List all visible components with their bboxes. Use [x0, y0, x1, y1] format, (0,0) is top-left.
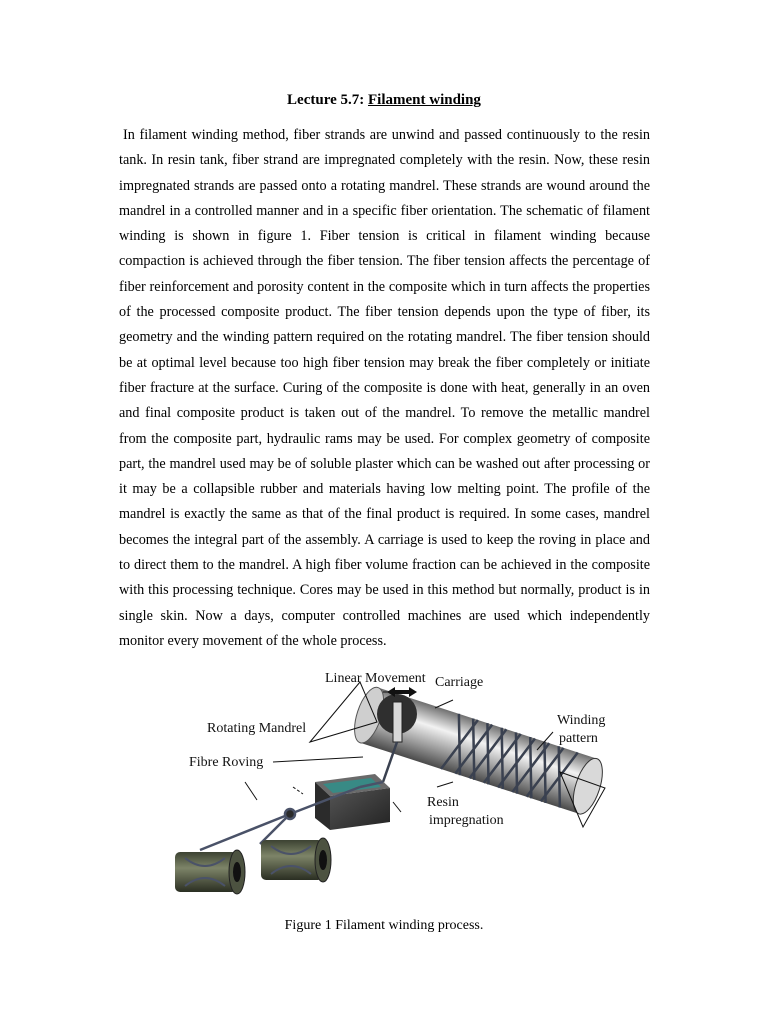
label-resin-line1: Resin: [427, 795, 459, 810]
linear-movement-arrow-shaft: [395, 690, 409, 694]
label-rotating-mandrel: Rotating Mandrel: [207, 721, 307, 736]
filament-winding-diagram: [165, 662, 615, 912]
lecture-title: [0, 92, 768, 109]
label-winding-line2: pattern: [559, 731, 598, 746]
label-linear-movement: Linear Movement: [325, 671, 426, 686]
label-winding-line1: Winding: [557, 713, 606, 728]
lecture-number: Lecture 5.7:: [287, 92, 365, 108]
label-resin-line2: impregnation: [429, 813, 504, 828]
lecture-topic: Filament winding: [368, 92, 481, 108]
fiber-spool-right: [261, 838, 331, 882]
linear-movement-arrow-right: [409, 687, 417, 697]
label-carriage: Carriage: [435, 675, 484, 690]
filament-winding-figure: [165, 662, 615, 912]
figure-caption: Figure 1 Filament winding process.: [284, 918, 484, 933]
body-paragraph: In filament winding method, fiber strands are unwind and passed continuously to the resin tank. In resin tank, fiber strand are impregnated completely with the resin. Now, these resin impregnated strands are passed onto a rotating mandrel. These strands are wound around the mandrel in a controlled manner and in a specific fiber orientation. The schematic of filament winding is shown in figure 1. Fiber tension is critical in filament winding because compaction is achieved through the fiber tension. The fiber tension affects the percentage of fiber reinforcement and porosity content in the composite which in turn affects the properties of the processed composite product. The fiber tension depends upon the type of fiber, its geometry and the winding pattern required on the rotating mandrel. The fiber tension should be at optimal level because too high fiber tension may break the fiber completely or initiate fiber fracture at the surface. Curing of the composite is done with heat, generally in an oven and final composite product is taken out of the mandrel. To remove the metallic mandrel from the composite part, hydraulic rams may be used. For complex geometry of composite part, the mandrel used may be of soluble plaster which can be washed out after processing or it may be a collapsible rubber and materials having low melting point. The profile of the mandrel is exactly the same as that of the final product is required. In some cases, mandrel becomes the integral part of the assembly. A carriage is used to keep the roving in place and to direct them to the mandrel. A high fiber volume fraction can be achieved in the composite with this processing technique. Cores may be used in this method but normally, product is in single skin. Now a days, computer controlled machines are used which independently monitor every movement of the whole process.: [119, 127, 650, 649]
fiber-spool-left: [175, 850, 245, 894]
label-fibre-roving: Fibre Roving: [189, 755, 264, 770]
